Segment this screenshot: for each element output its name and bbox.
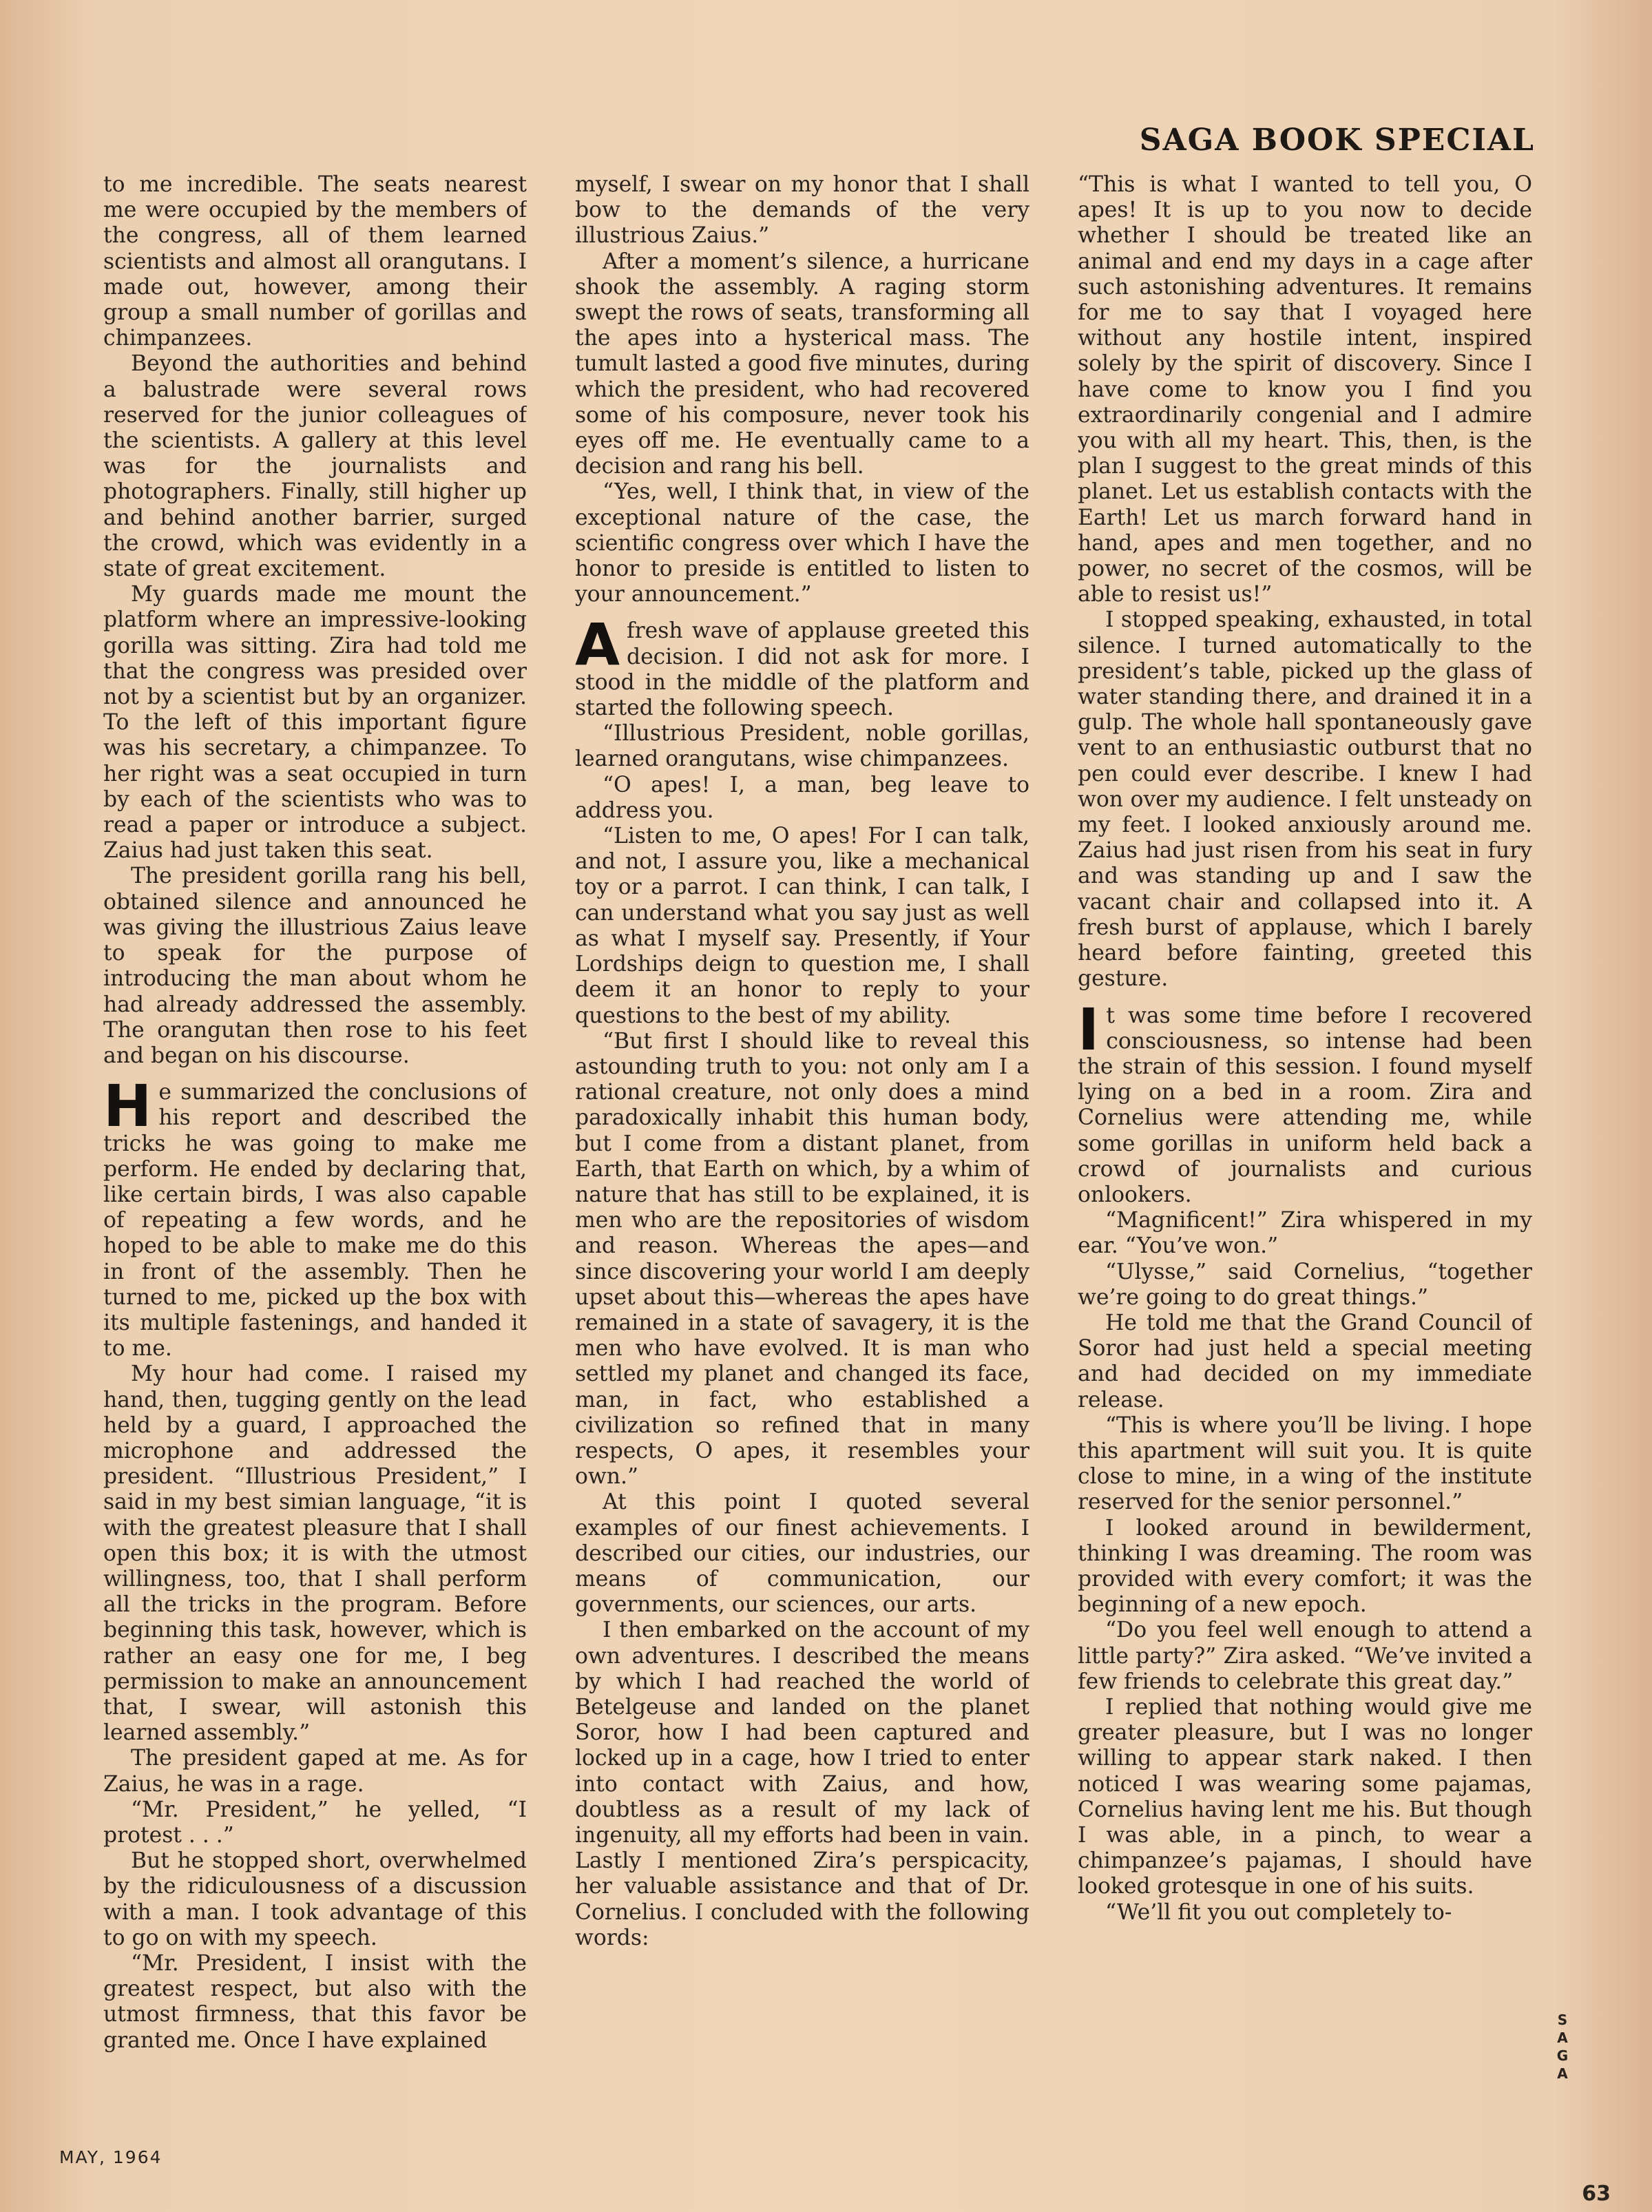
- paragraph: Beyond the authorities and behind a balustrade were several rows reserved for the junior colleagues of the scientists. A gallery at this level was for the journalists and photographers. Finally, still higher up and behind another barrier, surged the crowd, which was evidently in a state of great excitement.: [103, 351, 527, 582]
- paragraph: “But first I should like to reveal this astounding truth to you: not only am I a rational creature, not only does a mind paradoxically inhabit this human body, but I come from a distant planet, from Earth, that Earth on which, by a whim of nature that has still to be explained, it is men who are the repositories of wisdom and reason. Whereas the apes—and since discovering your world I am deeply upset about this—whereas the apes have remained in a state of savagery, it is the men who have evolved. It is man who settled my planet and changed its face, man, in fact, who established a civilization so refined that in many respects, O apes, it resembles your own.”: [575, 1028, 1029, 1490]
- paragraph-text: t was some time before I recovered consciousness, so intense had been the strain of this session. I found myself lying on a bed in a room. Zira and Cornelius were attending me, while some gorillas in uniform held back a crowd of journalists and curious onlookers.: [1078, 1003, 1532, 1207]
- column-2: [575, 172, 1029, 2114]
- paragraph: At this point I quoted several examples of our finest achievements. I described our cities, our industries, our means of communication, our governments, our sciences, our arts.: [575, 1490, 1029, 1618]
- paragraph-text: e summarized the conclusions of his report and described the tricks he was going to make me perform. He ended by declaring that, like certain birds, I was also capable of repeating a few words, and he hoped to be able to make me do this in front of the assembly. Then he turned to me, picked up the box with its multiple fastenings, and handed it to me.: [103, 1080, 527, 1361]
- paragraph: to me incredible. The seats nearest me were occupied by the members of the congress, all of them learned scientists and almost all orangutans. I made out, however, among their group a small number of gorillas and chimpanzees.: [103, 172, 527, 351]
- paragraph-dropcap: [1078, 995, 1532, 1209]
- article-columns: [103, 172, 1532, 2114]
- paragraph-dropcap: [103, 1072, 527, 1361]
- paragraph: “Yes, well, I think that, in view of the exceptional nature of the case, the scientific congress over which I have the honor to preside is entitled to listen to your announcement.”: [575, 479, 1029, 607]
- paragraph: “Listen to me, O apes! For I can talk, and not, I assure you, like a mechanical toy or a parrot. I can think, I can talk, I can understand what you say just as well as what I myself say. Presently, if Your Lordships deign to question me, I shall deem it an honor to reply to your questions to the best of my ability.: [575, 824, 1029, 1028]
- paragraph: But he stopped short, overwhelmed by the ridiculousness of a discussion with a man. I took advantage of this to go on with my speech.: [103, 1848, 527, 1950]
- paragraph: My guards made me mount the platform where an impressive-looking gorilla was sitting. Zira had told me that the congress was presided over not by a scientist but by an organizer. To the left of this important figure was his secretary, a chimpanzee. To her right was a seat occupied in turn by each of the scientists who was to read a paper or introduce a subject. Zaius had just taken this seat.: [103, 582, 527, 864]
- paragraph: “Mr. President,” he yelled, “I protest . . .”: [103, 1797, 527, 1848]
- paragraph-dropcap: [575, 611, 1029, 721]
- paragraph: I replied that nothing would give me greater pleasure, but I was no longer willing to appear stark naked. I then noticed I was wearing some pajamas, Cornelius having lent me his. But though I was able, in a pinch, to wear a chimpanzee’s pajamas, I should have looked grotesque in one of his suits.: [1078, 1694, 1532, 1899]
- paragraph: The president gaped at me. As for Zaius, he was in a rage.: [103, 1746, 527, 1797]
- paragraph: “We’ll fit you out completely to-: [1105, 1899, 1452, 1925]
- paragraph: My hour had come. I raised my hand, then, tugging gently on the lead held by a guard, I approached the microphone and addressed the president. “Illustrious President,” I said in my best simian language, “it is with the greatest pleasure that I shall open this box; it is with the utmost willingness, too, that I shall perform all the tricks in the program. Before beginning this task, however, which is rather an easy one for me, I beg permission to make an announcement that, I swear, will astonish this learned assembly.”: [103, 1361, 527, 1746]
- column-3: [1078, 172, 1532, 2114]
- paragraph: After a moment’s silence, a hurricane shook the assembly. A raging storm swept the rows of seats, transforming all the apes into a hysterical mass. The tumult lasted a good five minutes, during which the president, who had recovered some of his composure, never took his eyes off me. He eventually came to a decision and rang his bell.: [575, 249, 1029, 479]
- paragraph: “Mr. President, I insist with the greatest respect, but also with the utmost firmness, that this favor be granted me. Once I have explained: [103, 1951, 527, 2053]
- section-header: SAGA BOOK SPECIAL: [1139, 123, 1535, 158]
- column-1: [103, 172, 527, 2114]
- paragraph: “Magnificent!” Zira whispered in my ear. “You’ve won.”: [1078, 1208, 1532, 1259]
- paragraph: “Do you feel well enough to attend a little party?” Zira asked. “We’ve invited a few friends to celebrate this great day.”: [1078, 1618, 1532, 1694]
- paragraph: I then embarked on the account of my own adventures. I described the means by which I had reached the world of Betelgeuse and landed on the planet Soror, how I had been captured and locked up in a cage, how I tried to enter into contact with Zaius, and how, doubtless as a result of my lack of ingenuity, all my efforts had been in vain. Lastly I mentioned Zira’s perspicacity, her valuable assistance and that of Dr. Cornelius. I concluded with the following words:: [575, 1618, 1029, 1950]
- side-tag: SAGA: [1556, 2012, 1569, 2082]
- drop-cap: H: [103, 1072, 152, 1140]
- paragraph-text: fresh wave of applause greeted this decision. I did not ask for more. I stood in the middle of the platform and started the following speech.: [575, 618, 1029, 721]
- drop-cap: A: [575, 611, 620, 679]
- drop-cap: I: [1078, 995, 1100, 1063]
- paragraph: “This is what I wanted to tell you, O apes! It is up to you now to decide whether I should be treated like an animal and end my days in a cage after such astonishing adventures. It remains for me to say that I voyaged here without any hostile intent, inspired solely by the spirit of discovery. Since I have come to know you I find you extraordinarily congenial and I admire you with all my heart. This, then, is the plan I suggest to the great minds of this planet. Let us establish contacts with the Earth! Let us march forward hand in hand, apes and men together, and no power, no secret of the cosmos, will be able to resist us!”: [1078, 172, 1532, 607]
- paragraph: myself, I swear on my honor that I shall bow to the demands of the very illustrious Zaius.”: [575, 172, 1029, 249]
- paragraph: “Illustrious President, noble gorillas, learned orangutans, wise chimpanzees.: [575, 721, 1029, 772]
- page-number: 63: [1582, 2182, 1611, 2206]
- paragraph: I looked around in bewilderment, thinking I was dreaming. The room was provided with every comfort; it was the beginning of a new epoch.: [1078, 1515, 1532, 1618]
- paragraph: “Ulysse,” said Cornelius, “together we’re going to do great things.”: [1078, 1259, 1532, 1310]
- issue-date: MAY, 1964: [59, 2147, 163, 2167]
- paragraph: I stopped speaking, exhausted, in total silence. I turned automatically to the president’s table, picked up the glass of water standing there, and drained it in a gulp. The whole hall spontaneously gave vent to an enthusiastic outburst that no pen could ever describe. I knew I had won over my audience. I felt unsteady on my feet. I looked anxiously around me. Zaius had just risen from his seat in fury and was standing up and I saw the vacant chair and collapsed into it. A fresh burst of applause, which I barely heard before fainting, greeted this gesture.: [1078, 607, 1532, 992]
- paragraph: “O apes! I, a man, beg leave to address you.: [575, 772, 1029, 823]
- paragraph: The president gorilla rang his bell, obtained silence and announced he was giving the illustrious Zaius leave to speak for the purpose of introducing the man about whom he had already addressed the assembly. The orangutan then rose to his feet and began on his discourse.: [103, 864, 527, 1068]
- paragraph: “This is where you’ll be living. I hope this apartment will suit you. It is quite close to mine, in a wing of the institute reserved for the senior personnel.”: [1078, 1412, 1532, 1515]
- paragraph: He told me that the Grand Council of Soror had just held a special meeting and had decided on my immediate release.: [1078, 1310, 1532, 1412]
